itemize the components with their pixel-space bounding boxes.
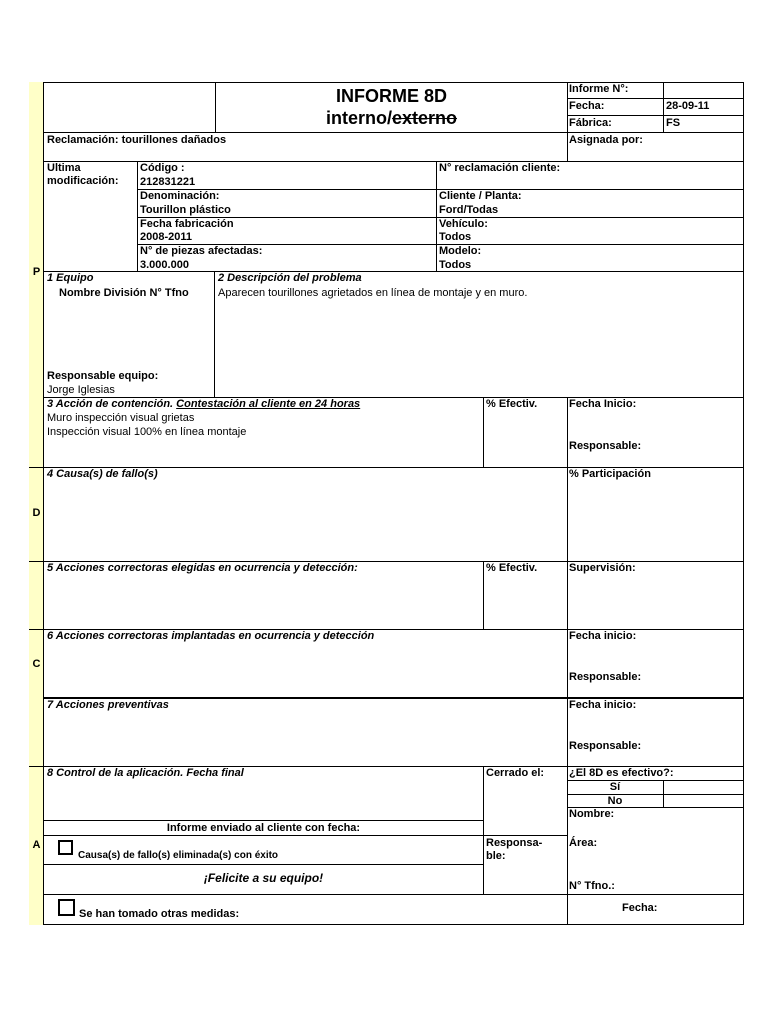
accion7-responsable: Responsable: bbox=[569, 740, 642, 752]
area-label: Área: bbox=[569, 837, 598, 849]
accion6-label: 6 Acciones correctoras implantadas en ocurrencia y detección bbox=[47, 630, 375, 642]
fecha8-label: Fecha: bbox=[622, 902, 658, 914]
reclamacion: Reclamación: tourillones dañados bbox=[47, 134, 227, 146]
phase-d: D bbox=[32, 507, 41, 519]
control8-label: 8 Control de la aplicación. Fecha final bbox=[47, 767, 244, 779]
otras-medidas-label: Se han tomado otras medidas: bbox=[79, 908, 240, 920]
responsable-equipo-value[interactable]: Jorge Iglesias bbox=[47, 384, 115, 396]
accion6-fecha-inicio: Fecha inicio: bbox=[569, 630, 637, 642]
accion5-label: 5 Acciones correctoras elegidas en ocurrencia y detección: bbox=[47, 562, 358, 574]
responsable-equipo-label: Responsable equipo: bbox=[47, 370, 159, 382]
equipo-label: 1 Equipo bbox=[47, 272, 94, 284]
accion3-fecha-inicio: Fecha Inicio: bbox=[569, 398, 637, 410]
num-reclamacion-label: N° reclamación cliente: bbox=[439, 162, 561, 174]
asignada-label: Asignada por: bbox=[569, 134, 643, 146]
denominacion-value[interactable]: Tourillon plástico bbox=[140, 204, 231, 216]
informe-enviado-label: Informe enviado al cliente con fecha: bbox=[166, 822, 361, 834]
cliente-value[interactable]: Ford/Todas bbox=[439, 204, 499, 216]
responsable8-label-a: Responsa- bbox=[486, 837, 543, 849]
accion3-responsable: Responsable: bbox=[569, 440, 642, 452]
modelo-label: Modelo: bbox=[439, 245, 482, 257]
accion7-label: 7 Acciones preventivas bbox=[47, 699, 169, 711]
accion6-responsable: Responsable: bbox=[569, 671, 642, 683]
equipo-columns: Nombre División N° Tfno bbox=[59, 287, 189, 299]
accion7-fecha-inicio: Fecha inicio: bbox=[569, 699, 637, 711]
codigo-label: Código : bbox=[140, 162, 185, 174]
vehiculo-label: Vehículo: bbox=[439, 218, 488, 230]
responsable8-label-b: ble: bbox=[486, 850, 506, 862]
efectivo-no[interactable]: No bbox=[607, 795, 623, 807]
accion3-label: 3 Acción de contención. Contestación al cliente en 24 horas bbox=[47, 398, 361, 410]
phase-strip bbox=[29, 82, 44, 925]
efectivo-si[interactable]: Sí bbox=[609, 781, 621, 793]
accion3-efectiv: % Efectiv. bbox=[486, 398, 538, 410]
modelo-value[interactable]: Todos bbox=[439, 259, 472, 271]
accion5-supervision: Supervisión: bbox=[569, 562, 636, 574]
tfno-label: N° Tfno.: bbox=[569, 880, 615, 892]
cliente-label: Cliente / Planta: bbox=[439, 190, 522, 202]
fecha-value[interactable]: 28-09-11 bbox=[666, 100, 710, 112]
denominacion-label: Denominación: bbox=[140, 190, 220, 202]
otras-medidas-checkbox[interactable] bbox=[58, 899, 75, 916]
fecha-label: Fecha: bbox=[569, 100, 605, 112]
descripcion-label: 2 Descripción del problema bbox=[218, 272, 362, 284]
fecha-fab-value[interactable]: 2008-2011 bbox=[140, 231, 192, 243]
causa4-label: 4 Causa(s) de fallo(s) bbox=[47, 468, 158, 480]
cerrado-label: Cerrado el: bbox=[486, 767, 545, 779]
fabrica-value[interactable]: FS bbox=[666, 117, 681, 129]
accion3-line2[interactable]: Inspección visual 100% en línea montaje bbox=[47, 426, 247, 438]
ultima-label-1: Ultima bbox=[47, 162, 81, 174]
accion5-efectiv: % Efectiv. bbox=[486, 562, 538, 574]
felicite-label: ¡Felicite a su equipo! bbox=[203, 871, 324, 885]
report-subtitle: interno/externo bbox=[325, 108, 458, 128]
fecha-fab-label: Fecha fabricación bbox=[140, 218, 234, 230]
piezas-value[interactable]: 3.000.000 bbox=[140, 259, 189, 271]
descripcion-value[interactable]: Aparecen tourillones agrietados en línea de montaje y en muro. bbox=[218, 287, 528, 299]
causa4-participacion: % Participación bbox=[569, 468, 651, 480]
phase-c: C bbox=[32, 658, 41, 670]
nombre-label: Nombre: bbox=[569, 808, 615, 820]
ultima-label-2: modificación: bbox=[47, 175, 119, 187]
piezas-label: N° de piezas afectadas: bbox=[140, 245, 263, 257]
accion3-line1[interactable]: Muro inspección visual grietas bbox=[47, 412, 195, 424]
phase-p: P bbox=[32, 266, 41, 278]
fabrica-label: Fábrica: bbox=[569, 117, 612, 129]
vehiculo-value[interactable]: Todos bbox=[439, 231, 472, 243]
informe-label: Informe N°: bbox=[569, 83, 629, 95]
codigo-value[interactable]: 212831221 bbox=[140, 176, 196, 188]
efectivo-question: ¿El 8D es efectivo?: bbox=[569, 767, 674, 779]
causas-eliminadas-checkbox[interactable] bbox=[58, 840, 73, 855]
phase-a: A bbox=[32, 839, 41, 851]
causas-eliminadas-label: Causa(s) de fallo(s) eliminada(s) con éxito bbox=[78, 850, 279, 861]
report-title: INFORME 8D bbox=[335, 86, 447, 106]
